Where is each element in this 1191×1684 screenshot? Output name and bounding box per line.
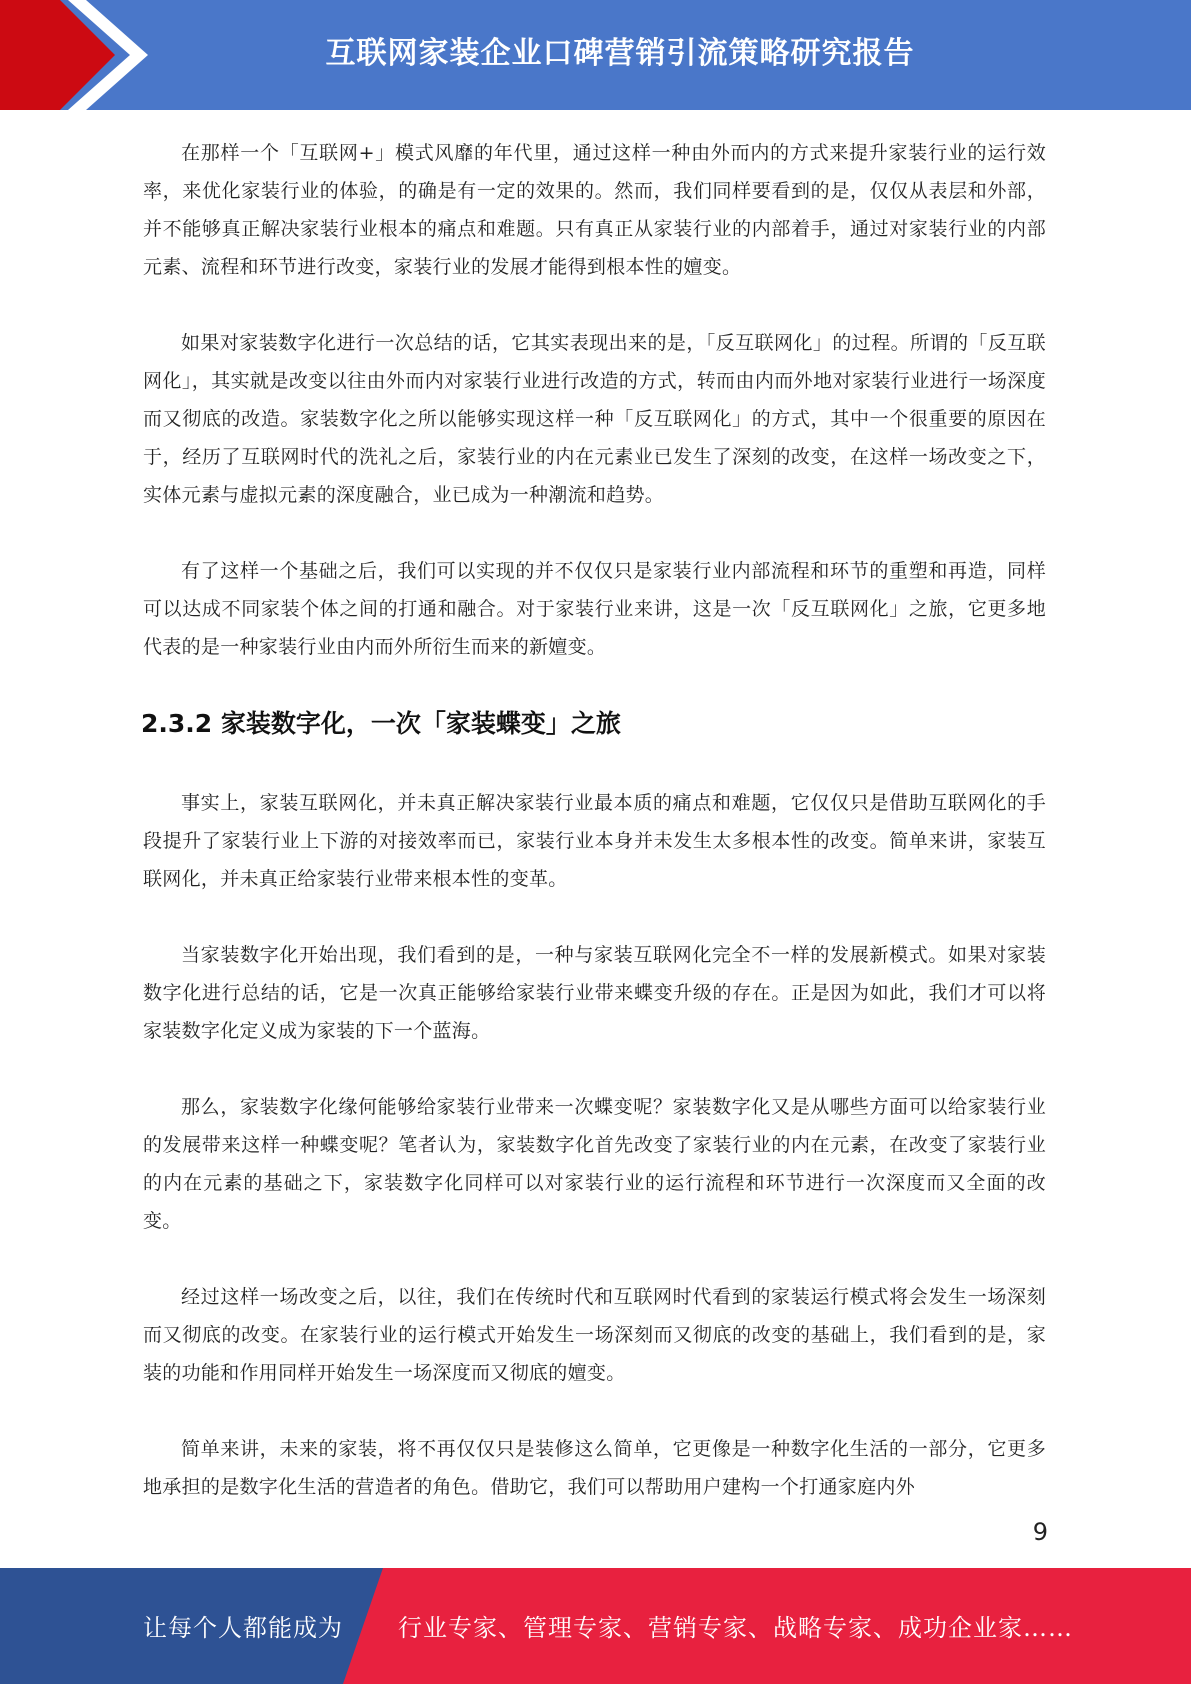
- paragraph: 有了这样一个基础之后，我们可以实现的并不仅仅只是家装行业内部流程和环节的重塑和再造，同样可以达成不同家装个体之间的打通和融合。对于家装行业来讲，这是一次「反互联网化」之旅，它更多地代表的是一种家装行业由内而外所衍生而来的新嬗变。: [143, 560, 1046, 658]
- page-number: 9: [1032, 1518, 1048, 1546]
- footer-slogan-right: 行业专家、管理专家、营销专家、战略专家、成功企业家……: [398, 1614, 1073, 1642]
- paragraph: 那么，家装数字化缘何能够给家装行业带来一次蝶变呢？家装数字化又是从哪些方面可以给家装行业的发展带来这样一种蝶变呢？笔者认为，家装数字化首先改变了家装行业的内在元素，在改变了家装行业的内在元素的基础之下，家装数字化同样可以对家装行业的运行流程和环节进行一次深度而又全面的改变。: [143, 1096, 1046, 1232]
- page-header: [0, 0, 1191, 110]
- paragraph: 在那样一个「互联网+」模式风靡的年代里，通过这样一种由外而内的方式来提升家装行业的运行效率，来优化家装行业的体验，的确是有一定的效果的。然而，我们同样要看到的是，仅仅从表层和外部，并不能够真正解决家装行业根本的痛点和难题。只有真正从家装行业的内部着手，通过对家装行业的内部元素、流程和环节进行改变，家装行业的发展才能得到根本性的嬗变。: [143, 142, 1046, 278]
- document-title: 互联网家装企业口碑营销引流策略研究报告: [325, 36, 915, 71]
- page-content: [143, 134, 1046, 1544]
- paragraph: 事实上，家装互联网化，并未真正解决家装行业最本质的痛点和难题，它仅仅只是借助互联网化的手段提升了家装行业上下游的对接效率而已，家装行业本身并未发生太多根本性的改变。简单来讲，家装互联网化，并未真正给家装行业带来根本性的变革。: [143, 792, 1046, 890]
- footer-slogan-left: 让每个人都能成为: [143, 1614, 343, 1642]
- paragraph: 如果对家装数字化进行一次总结的话，它其实表现出来的是，「反互联网化」的过程。所谓的「反互联网化」，其实就是改变以往由外而内对家装行业进行改造的方式，转而由内而外地对家装行业进行一场深度而又彻底的改造。家装数字化之所以能够实现这样一种「反互联网化」的方式，其中一个很重要的原因在于，经历了互联网时代的洗礼之后，家装行业的内在元素业已发生了深刻的改变，在这样一场改变之下，实体元素与虚拟元素的深度融合，业已成为一种潮流和趋势。: [143, 332, 1046, 506]
- paragraph: 当家装数字化开始出现，我们看到的是，一种与家装互联网化完全不一样的发展新模式。如果对家装数字化进行总结的话，它是一次真正能够给家装行业带来蝶变升级的存在。正是因为如此，我们才可以将家装数字化定义成为家装的下一个蓝海。: [143, 944, 1046, 1042]
- paragraph: 简单来讲，未来的家装，将不再仅仅只是装修这么简单，它更像是一种数字化生活的一部分，它更多地承担的是数字化生活的营造者的角色。借助它，我们可以帮助用户建构一个打通家庭内外: [143, 1438, 1046, 1498]
- page-footer: [0, 1568, 1191, 1684]
- paragraph: 经过这样一场改变之后，以往，我们在传统时代和互联网时代看到的家装运行模式将会发生一场深刻而又彻底的改变。在家装行业的运行模式开始发生一场深刻而又彻底的改变的基础上，我们看到的是，家装的功能和作用同样开始发生一场深度而又彻底的嬗变。: [143, 1286, 1046, 1384]
- header-arrow-decoration: [0, 0, 200, 110]
- section-heading: 2.3.2 家装数字化，一次「家装蝶变」之旅: [141, 709, 621, 738]
